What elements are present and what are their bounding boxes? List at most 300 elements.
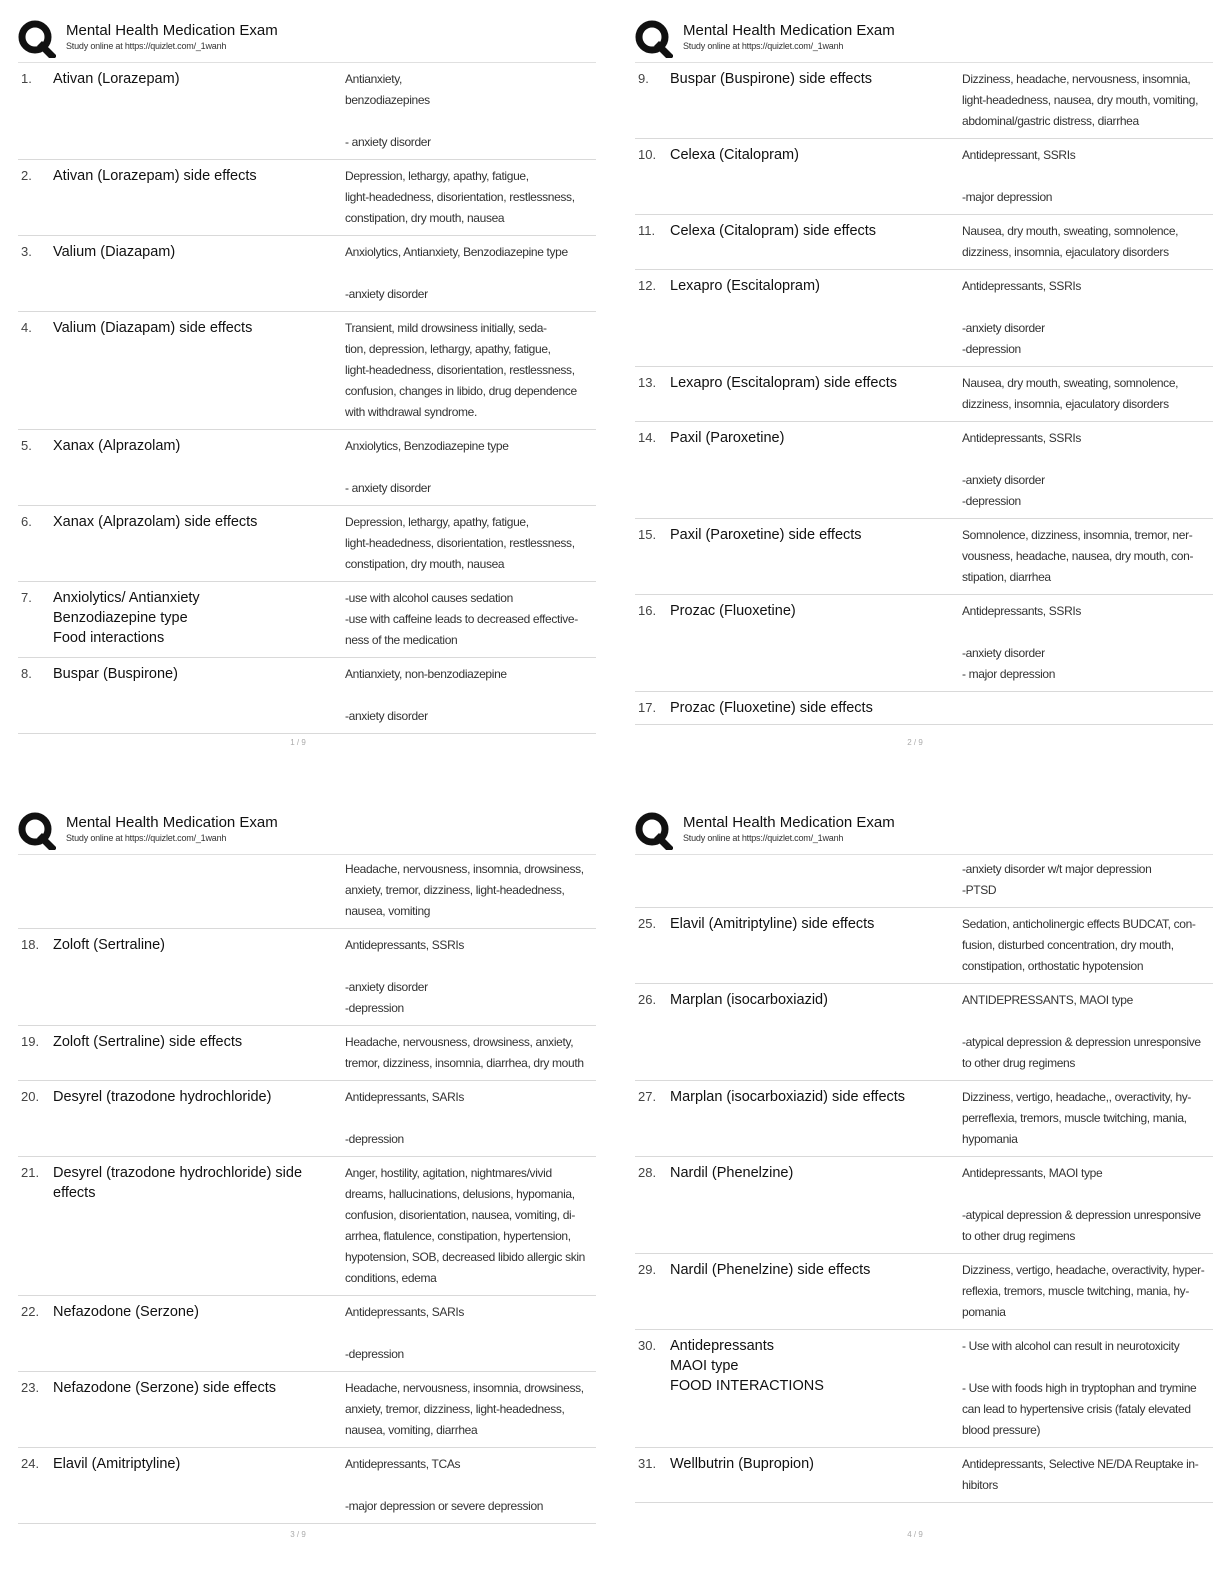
- flashcard-continuation: [18, 855, 596, 929]
- definition-line: Headache, nervousness, insomnia, drowsiness,: [345, 862, 584, 876]
- definition-line: to other drug regimens: [962, 1229, 1076, 1243]
- document-title: Mental Health Medication Exam: [683, 22, 895, 39]
- definition-line: -atypical depression & depression unresponsive: [962, 1035, 1201, 1049]
- definition-line: to other drug regimens: [962, 1056, 1076, 1070]
- definition-line: arrhea, flatulence, constipation, hypertension,: [345, 1229, 571, 1243]
- card-term: [53, 1454, 345, 1517]
- flashcard-row: [18, 236, 596, 312]
- term-line: Marplan (isocarboxiazid): [670, 992, 828, 1008]
- term-line: Xanax (Alprazolam): [53, 438, 181, 454]
- flashcard-row: [635, 270, 1213, 367]
- card-term: [670, 145, 962, 208]
- definition-line: [962, 297, 1213, 318]
- definition-line: - anxiety disorder: [345, 481, 431, 495]
- definition-line: dizziness, insomnia, ejaculatory disorders: [962, 245, 1169, 259]
- card-definition: [962, 525, 1213, 588]
- term-line: MAOI type: [670, 1358, 739, 1374]
- card-number: 29.: [638, 1262, 657, 1277]
- definition-line: -anxiety disorder: [962, 321, 1045, 335]
- definition-line: tremor, dizziness, insomnia, diarrhea, dry mouth: [345, 1056, 584, 1070]
- flashcard-row: [18, 929, 596, 1026]
- definition-line: Anxiolytics, Antianxiety, Benzodiazepine type: [345, 245, 568, 259]
- card-definition: [345, 1378, 596, 1441]
- definition-line: [345, 685, 596, 706]
- card-definition: [345, 588, 596, 651]
- card-term: [53, 318, 345, 423]
- card-definition: [345, 664, 596, 727]
- flashcard-row: [635, 63, 1213, 139]
- definition-line: Antidepressants, SSRIs: [962, 279, 1082, 293]
- flashcard-row: [18, 312, 596, 430]
- definition-line: -anxiety disorder: [962, 646, 1045, 660]
- definition-line: -anxiety disorder: [345, 287, 428, 301]
- definition-line: light-headedness, disorientation, restlessness,: [345, 536, 575, 550]
- definition-line: can lead to hypertensive crisis (fataly elevated: [962, 1402, 1191, 1416]
- term-line: Celexa (Citalopram): [670, 147, 799, 163]
- flashcard-list: [635, 63, 1213, 725]
- card-definition: [962, 221, 1213, 263]
- definition-line: Antidepressants, SSRIs: [962, 604, 1082, 618]
- term-line: Nefazodone (Serzone) side effects: [53, 1380, 277, 1396]
- card-number: 19.: [21, 1034, 40, 1049]
- flashcard-continuation: [635, 855, 1213, 908]
- card-term: [670, 1163, 962, 1247]
- definition-line: constipation, dry mouth, nausea: [345, 211, 505, 225]
- flashcard-list: [18, 63, 596, 734]
- page-number: 1 / 9: [290, 738, 306, 747]
- card-number: 25.: [638, 916, 657, 931]
- definition-line: abdominal/gastric distress, diarrhea: [962, 114, 1139, 128]
- card-term: [670, 1336, 962, 1441]
- card-number: 26.: [638, 992, 657, 1007]
- definition-line: -depression: [345, 1132, 404, 1146]
- card-term: [670, 1260, 962, 1323]
- card-definition: [962, 69, 1213, 132]
- definition-line: -anxiety disorder w/t major depression: [962, 862, 1152, 876]
- definition-line: ness of the medication: [345, 633, 458, 647]
- term-line: Prozac (Fluoxetine) side effects: [670, 700, 873, 716]
- card-definition: [962, 428, 1213, 512]
- definition-line: Dizziness, vertigo, headache, overactivity, hyper-: [962, 1263, 1205, 1277]
- card-number: 13.: [638, 375, 657, 390]
- card-number: 16.: [638, 603, 657, 618]
- term-line: Desyrel (trazodone hydrochloride): [53, 1089, 272, 1105]
- term-line: Prozac (Fluoxetine): [670, 603, 796, 619]
- card-number: 3.: [21, 244, 32, 259]
- study-online-link[interactable]: Study online at https://quizlet.com/_1wanh: [683, 833, 844, 843]
- page-header: [635, 812, 1213, 855]
- definition-line: tion, depression, lethargy, apathy, fatigue,: [345, 342, 551, 356]
- card-definition: [345, 1087, 596, 1150]
- card-number: 18.: [21, 937, 40, 952]
- definition-line: nausea, vomiting: [345, 904, 431, 918]
- card-definition: [962, 373, 1213, 415]
- definition-line: reflexia, tremors, muscle twitching, mania, hy-: [962, 1284, 1189, 1298]
- page-header: [18, 20, 596, 63]
- definition-line: fusion, disturbed concentration, dry mouth,: [962, 938, 1174, 952]
- definition-line: confusion, changes in libido, drug dependence: [345, 384, 577, 398]
- card-number: 14.: [638, 430, 657, 445]
- definition-line: confusion, disorientation, nausea, vomiting, di-: [345, 1208, 576, 1222]
- definition-line: [962, 622, 1213, 643]
- card-definition: [345, 242, 596, 305]
- quizlet-logo-icon: [635, 20, 675, 60]
- card-term: [670, 428, 962, 512]
- definition-line: Transient, mild drowsiness initially, seda-: [345, 321, 547, 335]
- definition-line: light-headedness, disorientation, restlessness,: [345, 190, 575, 204]
- card-term: [670, 276, 962, 360]
- definition-line: light-headedness, nausea, dry mouth, vomiting,: [962, 93, 1199, 107]
- flashcard-row: [18, 1448, 596, 1524]
- card-term: [670, 990, 962, 1074]
- term-line: Ativan (Lorazepam) side effects: [53, 168, 257, 184]
- definition-line: with withdrawal syndrome.: [345, 405, 477, 419]
- definition-line: [345, 457, 596, 478]
- definition-line: Anger, hostility, agitation, nightmares/vivid: [345, 1166, 552, 1180]
- card-definition: [345, 1163, 596, 1289]
- term-line: Valium (Diazapam): [53, 244, 176, 260]
- card-definition: [345, 935, 596, 1019]
- definition-line: [962, 1184, 1213, 1205]
- flashcard-row: [635, 139, 1213, 215]
- card-definition: [962, 145, 1213, 208]
- page-2: [635, 20, 1213, 725]
- flashcard-row: [18, 1372, 596, 1448]
- definition-line: hibitors: [962, 1478, 998, 1492]
- definition-line: anxiety, tremor, dizziness, light-headedness,: [345, 883, 565, 897]
- definition-line: Antidepressant, SSRIs: [962, 148, 1076, 162]
- page-header: [635, 20, 1213, 63]
- card-definition: [962, 859, 1213, 901]
- card-number: 6.: [21, 514, 32, 529]
- term-line: Nardil (Phenelzine) side effects: [670, 1262, 871, 1278]
- card-term: [53, 512, 345, 575]
- definition-line: Antianxiety,: [345, 72, 402, 86]
- definition-line: [962, 1357, 1213, 1378]
- flashcard-row: [635, 984, 1213, 1081]
- term-line: FOOD INTERACTIONS: [670, 1378, 824, 1394]
- term-line: Marplan (isocarboxiazid) side effects: [670, 1089, 906, 1105]
- card-number: 15.: [638, 527, 657, 542]
- definition-line: ANTIDEPRESSANTS, MAOI type: [962, 993, 1133, 1007]
- flashcard-row: [635, 1081, 1213, 1157]
- term-line: Zoloft (Sertraline) side effects: [53, 1034, 243, 1050]
- card-definition: [345, 436, 596, 499]
- card-number: 28.: [638, 1165, 657, 1180]
- card-number: 23.: [21, 1380, 40, 1395]
- definition-line: Antidepressants, SARIs: [345, 1090, 465, 1104]
- definition-line: -major depression: [962, 190, 1053, 204]
- term-line: Lexapro (Escitalopram): [670, 278, 820, 294]
- card-term: [53, 935, 345, 1019]
- card-number: [635, 859, 670, 901]
- term-line: Antidepressants: [670, 1338, 774, 1354]
- document-title: Mental Health Medication Exam: [683, 814, 895, 831]
- quizlet-logo-icon: [18, 20, 58, 60]
- card-number: 9.: [638, 71, 649, 86]
- card-term: [670, 1454, 962, 1496]
- term-line: Celexa (Citalopram) side effects: [670, 223, 877, 239]
- definition-line: -depression: [962, 494, 1021, 508]
- card-number: 8.: [21, 666, 32, 681]
- card-definition: [962, 698, 1213, 718]
- card-term: [670, 69, 962, 132]
- card-definition: [962, 1336, 1213, 1441]
- definition-line: - Use with foods high in tryptophan and trymine: [962, 1381, 1197, 1395]
- definition-line: Nausea, dry mouth, sweating, somnolence,: [962, 376, 1179, 390]
- flashcard-row: [18, 1296, 596, 1372]
- flashcard-row: [18, 506, 596, 582]
- card-term: [53, 69, 345, 153]
- card-number: 20.: [21, 1089, 40, 1104]
- card-number: 10.: [638, 147, 657, 162]
- term-line: Ativan (Lorazepam): [53, 71, 180, 87]
- card-term: [53, 242, 345, 305]
- term-line: Paxil (Paroxetine): [670, 430, 785, 446]
- flashcard-list: [18, 855, 596, 1524]
- definition-line: Headache, nervousness, drowsiness, anxiety,: [345, 1035, 574, 1049]
- term-line: Nardil (Phenelzine): [670, 1165, 794, 1181]
- flashcard-row: [635, 367, 1213, 422]
- flashcard-row: [635, 908, 1213, 984]
- definition-line: anxiety, tremor, dizziness, light-headedness,: [345, 1402, 565, 1416]
- flashcard-list: [635, 855, 1213, 1503]
- term-line: Xanax (Alprazolam) side effects: [53, 514, 258, 530]
- card-definition: [345, 1302, 596, 1365]
- definition-line: dreams, hallucinations, delusions, hypomania,: [345, 1187, 575, 1201]
- card-definition: [345, 69, 596, 153]
- card-number: 27.: [638, 1089, 657, 1104]
- definition-line: blood pressure): [962, 1423, 1041, 1437]
- definition-line: [345, 111, 596, 132]
- term-line: Elavil (Amitriptyline): [53, 1456, 181, 1472]
- term-line: Elavil (Amitriptyline) side effects: [670, 916, 875, 932]
- flashcard-row: [18, 582, 596, 658]
- definition-line: Antidepressants, SARIs: [345, 1305, 465, 1319]
- document-title: Mental Health Medication Exam: [66, 814, 278, 831]
- term-line: Zoloft (Sertraline): [53, 937, 166, 953]
- definition-line: -anxiety disorder: [345, 709, 428, 723]
- definition-line: - major depression: [962, 667, 1056, 681]
- quizlet-logo-icon: [635, 812, 675, 852]
- definition-line: - anxiety disorder: [345, 135, 431, 149]
- card-definition: [962, 990, 1213, 1074]
- card-term: [53, 1032, 345, 1074]
- definition-line: Dizziness, vertigo, headache,, overactivity, hy-: [962, 1090, 1192, 1104]
- definition-line: Antidepressants, SSRIs: [962, 431, 1082, 445]
- definition-line: constipation, orthostatic hypotension: [962, 959, 1144, 973]
- flashcard-row: [635, 1330, 1213, 1448]
- definition-line: nausea, vomiting, diarrhea: [345, 1423, 478, 1437]
- card-number: 2.: [21, 168, 32, 183]
- card-term: [53, 588, 345, 651]
- definition-line: Somnolence, dizziness, insomnia, tremor, ner-: [962, 528, 1193, 542]
- term-line: Anxiolytics/ Antianxiety: [53, 590, 200, 606]
- card-definition: [962, 1087, 1213, 1150]
- definition-line: [345, 1323, 596, 1344]
- card-definition: [962, 276, 1213, 360]
- definition-line: perreflexia, tremors, muscle twitching, mania,: [962, 1111, 1187, 1125]
- card-term: [670, 221, 962, 263]
- definition-line: Nausea, dry mouth, sweating, somnolence,: [962, 224, 1179, 238]
- page-number: 4 / 9: [907, 1530, 923, 1539]
- flashcard-row: [18, 160, 596, 236]
- definition-line: Antidepressants, TCAs: [345, 1457, 461, 1471]
- definition-line: Antidepressants, Selective NE/DA Reuptake in-: [962, 1457, 1199, 1471]
- definition-line: Antidepressants, MAOI type: [962, 1166, 1103, 1180]
- card-number: 31.: [638, 1456, 657, 1471]
- definition-line: [962, 166, 1213, 187]
- definition-line: dizziness, insomnia, ejaculatory disorders: [962, 397, 1169, 411]
- definition-line: [345, 1475, 596, 1496]
- card-term: [670, 698, 962, 718]
- definition-line: [962, 449, 1213, 470]
- flashcard-row: [635, 692, 1213, 725]
- document-title: Mental Health Medication Exam: [66, 22, 278, 39]
- flashcard-row: [18, 1026, 596, 1081]
- term-line: Nefazodone (Serzone): [53, 1304, 199, 1320]
- definition-line: -use with caffeine leads to decreased effective-: [345, 612, 578, 626]
- definition-line: [345, 956, 596, 977]
- flashcard-row: [635, 595, 1213, 692]
- definition-line: hypomania: [962, 1132, 1018, 1146]
- definition-line: benzodiazepines: [345, 93, 430, 107]
- definition-line: Sedation, anticholinergic effects BUDCAT, con-: [962, 917, 1196, 931]
- page-4: [635, 812, 1213, 1503]
- card-definition: [962, 601, 1213, 685]
- definition-line: -depression: [345, 1347, 404, 1361]
- term-line: Desyrel (trazodone hydrochloride) side: [53, 1165, 303, 1181]
- flashcard-row: [18, 1157, 596, 1296]
- definition-line: conditions, edema: [345, 1271, 437, 1285]
- card-number: 4.: [21, 320, 32, 335]
- flashcard-row: [635, 1157, 1213, 1254]
- definition-line: -anxiety disorder: [345, 980, 428, 994]
- flashcard-row: [635, 519, 1213, 595]
- definition-line: -major depression or severe depression: [345, 1499, 544, 1513]
- term-line: effects: [53, 1185, 96, 1201]
- definition-line: light-headedness, disorientation, restlessness,: [345, 363, 575, 377]
- card-term: [670, 914, 962, 977]
- card-term: [670, 525, 962, 588]
- card-number: 30.: [638, 1338, 657, 1353]
- flashcard-row: [18, 63, 596, 160]
- flashcard-row: [18, 430, 596, 506]
- page-3: [18, 812, 596, 1524]
- card-definition: [345, 318, 596, 423]
- flashcard-row: [635, 1254, 1213, 1330]
- term-line: Food interactions: [53, 630, 165, 646]
- card-number: 5.: [21, 438, 32, 453]
- flashcard-row: [635, 422, 1213, 519]
- card-term: [53, 1087, 345, 1150]
- term-line: Wellbutrin (Bupropion): [670, 1456, 814, 1472]
- page-number: 3 / 9: [290, 1530, 306, 1539]
- card-number: 7.: [21, 590, 32, 605]
- card-term: [670, 1087, 962, 1150]
- card-definition: [962, 914, 1213, 977]
- card-number: 21.: [21, 1165, 40, 1180]
- card-definition: [345, 512, 596, 575]
- definition-line: constipation, dry mouth, nausea: [345, 557, 505, 571]
- definition-line: Anxiolytics, Benzodiazepine type: [345, 439, 509, 453]
- definition-line: [345, 1108, 596, 1129]
- card-term: [53, 1378, 345, 1441]
- card-number: 17.: [638, 700, 657, 715]
- flashcard-row: [635, 215, 1213, 270]
- definition-line: Dizziness, headache, nervousness, insomnia,: [962, 72, 1191, 86]
- definition-line: -depression: [345, 1001, 404, 1015]
- card-term: [53, 166, 345, 229]
- card-term: [670, 601, 962, 685]
- study-online-link[interactable]: Study online at https://quizlet.com/_1wanh: [683, 41, 844, 51]
- definition-line: -use with alcohol causes sedation: [345, 591, 513, 605]
- flashcard-row: [18, 658, 596, 734]
- quizlet-logo-icon: [18, 812, 58, 852]
- term-line: Benzodiazepine type: [53, 610, 188, 626]
- term-line: Paxil (Paroxetine) side effects: [670, 527, 862, 543]
- card-term: [670, 859, 962, 901]
- card-number: 1.: [21, 71, 32, 86]
- definition-line: Depression, lethargy, apathy, fatigue,: [345, 515, 529, 529]
- definition-line: - Use with alcohol can result in neurotoxicity: [962, 1339, 1180, 1353]
- flashcard-row: [635, 1448, 1213, 1503]
- card-term: [53, 1302, 345, 1365]
- card-definition: [345, 1454, 596, 1517]
- term-line: Buspar (Buspirone) side effects: [670, 71, 873, 87]
- card-term: [53, 436, 345, 499]
- page-header: [18, 812, 596, 855]
- card-number: 22.: [21, 1304, 40, 1319]
- card-definition: [962, 1163, 1213, 1247]
- definition-line: Antidepressants, SSRIs: [345, 938, 465, 952]
- term-line: Buspar (Buspirone): [53, 666, 178, 682]
- card-term: [53, 859, 345, 922]
- card-number: 24.: [21, 1456, 40, 1471]
- term-line: Valium (Diazapam) side effects: [53, 320, 253, 336]
- card-term: [670, 373, 962, 415]
- card-definition: [345, 166, 596, 229]
- study-online-link[interactable]: Study online at https://quizlet.com/_1wanh: [66, 833, 227, 843]
- card-number: 12.: [638, 278, 657, 293]
- term-line: Lexapro (Escitalopram) side effects: [670, 375, 898, 391]
- card-definition: [962, 1454, 1213, 1496]
- definition-line: -depression: [962, 342, 1021, 356]
- card-definition: [345, 1032, 596, 1074]
- card-term: [53, 1163, 345, 1289]
- definition-line: -PTSD: [962, 883, 997, 897]
- definition-line: stipation, diarrhea: [962, 570, 1051, 584]
- definition-line: Headache, nervousness, insomnia, drowsiness,: [345, 1381, 584, 1395]
- card-definition: [345, 859, 596, 922]
- page-number: 2 / 9: [907, 738, 923, 747]
- flashcard-row: [18, 1081, 596, 1157]
- page-1: [18, 20, 596, 734]
- definition-line: hypotension, SOB, decreased libido allergic skin: [345, 1250, 586, 1264]
- definition-line: Antianxiety, non-benzodiazepine: [345, 667, 507, 681]
- definition-line: -atypical depression & depression unresponsive: [962, 1208, 1201, 1222]
- definition-line: vousness, headache, nausea, dry mouth, con-: [962, 549, 1194, 563]
- card-term: [53, 664, 345, 727]
- study-online-link[interactable]: Study online at https://quizlet.com/_1wanh: [66, 41, 227, 51]
- definition-line: [962, 1011, 1213, 1032]
- definition-line: [345, 263, 596, 284]
- definition-line: Depression, lethargy, apathy, fatigue,: [345, 169, 529, 183]
- definition-line: pomania: [962, 1305, 1006, 1319]
- card-number: 11.: [638, 223, 656, 238]
- definition-line: -anxiety disorder: [962, 473, 1045, 487]
- card-number: [18, 859, 53, 922]
